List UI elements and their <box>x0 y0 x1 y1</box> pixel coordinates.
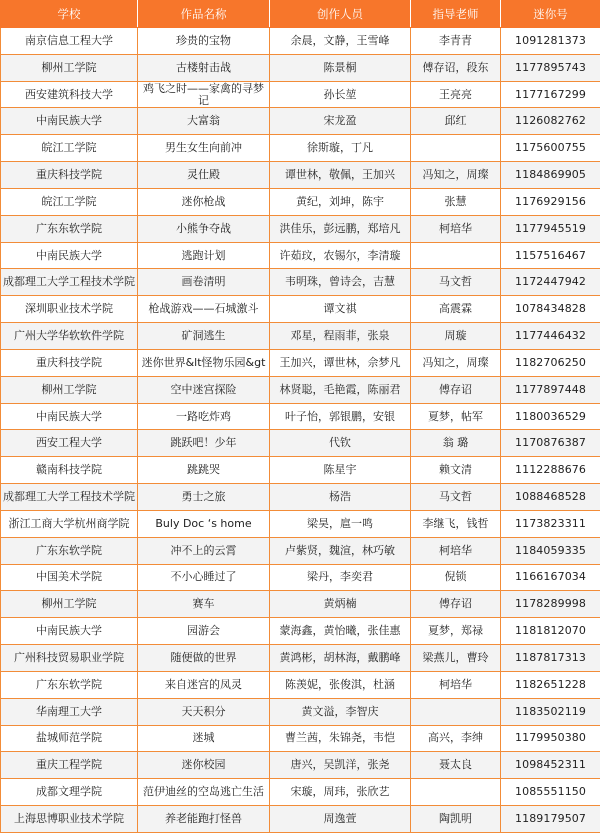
table-row <box>1 349 600 376</box>
cell-creators: 周逸萱 <box>270 806 411 833</box>
table-row <box>1 591 600 618</box>
cell-creators: 洪佳乐，彭远鹏，郑培凡 <box>270 215 411 242</box>
cell-work-name: 珍贵的宝物 <box>138 28 270 55</box>
cell-work-name: 天天积分 <box>138 698 270 725</box>
cell-work-name: 迷你枪战 <box>138 188 270 215</box>
cell-creators: 陈景桐 <box>270 54 411 81</box>
cell-advisor: 聂太良 <box>411 752 501 779</box>
cell-school: 中南民族大学 <box>1 618 138 645</box>
table-row <box>1 618 600 645</box>
cell-work-name: 养老能跑打怪兽 <box>138 806 270 833</box>
cell-creators: 谭世林，敬佩，王加兴 <box>270 162 411 189</box>
cell-advisor: 夏梦，郑禄 <box>411 618 501 645</box>
cell-work-name: 空中迷宫探险 <box>138 376 270 403</box>
cell-creators: 邓星，程雨菲，张泉 <box>270 323 411 350</box>
cell-school: 中南民族大学 <box>1 108 138 135</box>
cell-mini-id: 1180036529 <box>501 403 600 430</box>
cell-advisor: 夏梦，帖军 <box>411 403 501 430</box>
cell-work-name: 鸡飞之时——家禽的寻梦记 <box>138 81 270 108</box>
cell-creators: 叶子怡，郭银鹏，安银 <box>270 403 411 430</box>
cell-school: 盐城师范学院 <box>1 725 138 752</box>
cell-work-name: 冲不上的云霄 <box>138 537 270 564</box>
cell-mini-id: 1184059335 <box>501 537 600 564</box>
table-row <box>1 430 600 457</box>
cell-mini-id: 1126082762 <box>501 108 600 135</box>
cell-advisor: 陶凯明 <box>411 806 501 833</box>
cell-creators: 黄鸿彬，胡林海，戴鹏峰 <box>270 645 411 672</box>
cell-advisor: 王亮亮 <box>411 81 501 108</box>
cell-creators: 梁昊，扈一鸣 <box>270 510 411 537</box>
cell-work-name: 画卷清明 <box>138 269 270 296</box>
cell-mini-id: 1088468528 <box>501 484 600 511</box>
cell-work-name: 迷你校园 <box>138 752 270 779</box>
cell-advisor: 李青青 <box>411 28 501 55</box>
cell-mini-id: 1182651228 <box>501 671 600 698</box>
header-mini-id: 迷你号 <box>501 1 600 28</box>
cell-advisor <box>411 779 501 806</box>
cell-creators: 余晨，文静，王雪峰 <box>270 28 411 55</box>
table-row <box>1 779 600 806</box>
cell-school: 柳州工学院 <box>1 591 138 618</box>
table-row <box>1 457 600 484</box>
header-advisor: 指导老师 <box>411 1 501 28</box>
cell-advisor: 张慧 <box>411 188 501 215</box>
table-row <box>1 645 600 672</box>
cell-mini-id: 1181812070 <box>501 618 600 645</box>
cell-advisor: 马文哲 <box>411 484 501 511</box>
header-row <box>1 1 600 28</box>
cell-mini-id: 1112288676 <box>501 457 600 484</box>
cell-school: 西安建筑科技大学 <box>1 81 138 108</box>
cell-work-name: 一路吃炸鸡 <box>138 403 270 430</box>
cell-mini-id: 1187817313 <box>501 645 600 672</box>
cell-work-name: 迷城 <box>138 725 270 752</box>
cell-school: 浙江工商大学杭州商学院 <box>1 510 138 537</box>
cell-work-name: 灵仕殿 <box>138 162 270 189</box>
table-row <box>1 269 600 296</box>
cell-school: 中国美术学院 <box>1 564 138 591</box>
cell-work-name: 矿洞逃生 <box>138 323 270 350</box>
cell-school: 皖江工学院 <box>1 188 138 215</box>
cell-mini-id: 1166167034 <box>501 564 600 591</box>
table-row <box>1 54 600 81</box>
cell-mini-id: 1189179507 <box>501 806 600 833</box>
cell-creators: 黄文溢，李智庆 <box>270 698 411 725</box>
table-row <box>1 215 600 242</box>
cell-creators: 代钦 <box>270 430 411 457</box>
cell-mini-id: 1177895743 <box>501 54 600 81</box>
table-row <box>1 725 600 752</box>
cell-school: 广东东软学院 <box>1 215 138 242</box>
cell-work-name: 大富翁 <box>138 108 270 135</box>
cell-mini-id: 1098452311 <box>501 752 600 779</box>
cell-creators: 黄炳楠 <box>270 591 411 618</box>
cell-advisor: 倪锁 <box>411 564 501 591</box>
table-row <box>1 242 600 269</box>
header-school: 学校 <box>1 1 138 28</box>
table-header <box>1 1 600 28</box>
cell-advisor: 柯培华 <box>411 215 501 242</box>
cell-creators: 梁丹，李奕君 <box>270 564 411 591</box>
cell-mini-id: 1176929156 <box>501 188 600 215</box>
table-row <box>1 671 600 698</box>
cell-work-name: 范伊迪丝的空岛逃亡生活 <box>138 779 270 806</box>
cell-school: 上海思博职业技术学院 <box>1 806 138 833</box>
table-row <box>1 323 600 350</box>
table-row <box>1 28 600 55</box>
header-creators: 创作人员 <box>270 1 411 28</box>
cell-work-name: 不小心睡过了 <box>138 564 270 591</box>
cell-advisor: 梁燕儿，曹玲 <box>411 645 501 672</box>
cell-mini-id: 1170876387 <box>501 430 600 457</box>
cell-work-name: 跳跳哭 <box>138 457 270 484</box>
cell-mini-id: 1177167299 <box>501 81 600 108</box>
cell-school: 成都理工大学工程技术学院 <box>1 269 138 296</box>
table-row <box>1 188 600 215</box>
cell-advisor: 高震霖 <box>411 296 501 323</box>
table-row <box>1 564 600 591</box>
table-row <box>1 81 600 108</box>
cell-mini-id: 1172447942 <box>501 269 600 296</box>
cell-creators: 黄纪，刘坤，陈宇 <box>270 188 411 215</box>
cell-school: 成都理工大学工程技术学院 <box>1 484 138 511</box>
table-row <box>1 108 600 135</box>
cell-creators: 王加兴，谭世林，佘梦凡 <box>270 349 411 376</box>
cell-school: 深圳职业技术学院 <box>1 296 138 323</box>
cell-school: 南京信息工程大学 <box>1 28 138 55</box>
cell-mini-id: 1177897448 <box>501 376 600 403</box>
cell-mini-id: 1182706250 <box>501 349 600 376</box>
header-work-name: 作品名称 <box>138 1 270 28</box>
cell-creators: 曹兰茜，朱锦尧，韦恺 <box>270 725 411 752</box>
cell-school: 重庆科技学院 <box>1 349 138 376</box>
cell-school: 柳州工学院 <box>1 376 138 403</box>
table-row <box>1 510 600 537</box>
cell-advisor: 冯知之，周璨 <box>411 349 501 376</box>
table-row <box>1 135 600 162</box>
cell-school: 中南民族大学 <box>1 242 138 269</box>
cell-advisor: 傅存诏 <box>411 591 501 618</box>
cell-school: 皖江工学院 <box>1 135 138 162</box>
cell-work-name: 来自迷宫的凤灵 <box>138 671 270 698</box>
cell-school: 广州科技贸易职业学院 <box>1 645 138 672</box>
cell-mini-id: 1183502119 <box>501 698 600 725</box>
cell-mini-id: 1175600755 <box>501 135 600 162</box>
table-row <box>1 403 600 430</box>
cell-creators: 陈星宇 <box>270 457 411 484</box>
cell-school: 广东东软学院 <box>1 537 138 564</box>
table-row <box>1 484 600 511</box>
cell-creators: 韦明珠，曾诗会，吉慧 <box>270 269 411 296</box>
cell-advisor: 傅存诏 <box>411 376 501 403</box>
table-row <box>1 806 600 833</box>
cell-mini-id: 1173823311 <box>501 510 600 537</box>
cell-school: 重庆工程学院 <box>1 752 138 779</box>
table-row <box>1 296 600 323</box>
cell-advisor: 周璇 <box>411 323 501 350</box>
cell-creators: 卢紫贤，魏渲，林巧敏 <box>270 537 411 564</box>
cell-advisor <box>411 698 501 725</box>
table-row <box>1 376 600 403</box>
table-row <box>1 162 600 189</box>
table-row <box>1 537 600 564</box>
cell-work-name: 赛车 <box>138 591 270 618</box>
cell-creators: 杨浩 <box>270 484 411 511</box>
cell-creators: 孙长堃 <box>270 81 411 108</box>
table-row <box>1 698 600 725</box>
cell-mini-id: 1177945519 <box>501 215 600 242</box>
cell-advisor: 傅存诏，段东 <box>411 54 501 81</box>
cell-creators: 谭文祺 <box>270 296 411 323</box>
cell-creators: 宋龙盈 <box>270 108 411 135</box>
cell-mini-id: 1177446432 <box>501 323 600 350</box>
table-row <box>1 752 600 779</box>
cell-school: 重庆科技学院 <box>1 162 138 189</box>
cell-advisor: 冯知之，周璨 <box>411 162 501 189</box>
cell-work-name: 逃跑计划 <box>138 242 270 269</box>
cell-school: 广州大学华软软件学院 <box>1 323 138 350</box>
cell-advisor <box>411 242 501 269</box>
cell-creators: 陈羡妮，张俊淇，杜涵 <box>270 671 411 698</box>
cell-school: 华南理工大学 <box>1 698 138 725</box>
cell-mini-id: 1178289998 <box>501 591 600 618</box>
cell-mini-id: 1085551150 <box>501 779 600 806</box>
table-body <box>1 28 600 833</box>
cell-creators: 林贤聪，毛艳霞，陈丽君 <box>270 376 411 403</box>
cell-work-name: 勇士之旅 <box>138 484 270 511</box>
cell-advisor: 李继飞，钱哲 <box>411 510 501 537</box>
cell-work-name: 古楼射击战 <box>138 54 270 81</box>
cell-work-name: 男生女生向前冲 <box>138 135 270 162</box>
cell-advisor: 邱红 <box>411 108 501 135</box>
cell-work-name: Buly Doc ‘s home <box>138 510 270 537</box>
cell-school: 广东东软学院 <box>1 671 138 698</box>
cell-mini-id: 1078434828 <box>501 296 600 323</box>
cell-work-name: 跳跃吧！少年 <box>138 430 270 457</box>
cell-work-name: 小熊争夺战 <box>138 215 270 242</box>
cell-advisor: 柯培华 <box>411 671 501 698</box>
cell-creators: 唐兴，吴凯洋，张尧 <box>270 752 411 779</box>
cell-work-name: 枪战游戏——石城激斗 <box>138 296 270 323</box>
cell-mini-id: 1091281373 <box>501 28 600 55</box>
cell-advisor: 翁 璐 <box>411 430 501 457</box>
cell-advisor <box>411 135 501 162</box>
cell-mini-id: 1184869905 <box>501 162 600 189</box>
cell-advisor: 马文哲 <box>411 269 501 296</box>
cell-creators: 许茹玟，农锡尔，李清璇 <box>270 242 411 269</box>
cell-mini-id: 1157516467 <box>501 242 600 269</box>
cell-school: 成都文理学院 <box>1 779 138 806</box>
cell-creators: 蒙海鑫，黄怡曦，张佳惠 <box>270 618 411 645</box>
cell-school: 西安工程大学 <box>1 430 138 457</box>
cell-school: 柳州工学院 <box>1 54 138 81</box>
cell-advisor: 赖文清 <box>411 457 501 484</box>
cell-advisor: 柯培华 <box>411 537 501 564</box>
cell-advisor: 高兴，李绅 <box>411 725 501 752</box>
cell-work-name: 随便做的世界 <box>138 645 270 672</box>
cell-creators: 徐斯璇，丁凡 <box>270 135 411 162</box>
cell-mini-id: 1179950380 <box>501 725 600 752</box>
cell-creators: 宋璇，周玮，张欣艺 <box>270 779 411 806</box>
cell-school: 赣南科技学院 <box>1 457 138 484</box>
cell-work-name: 迷你世界&lt怪物乐园&gt <box>138 349 270 376</box>
cell-work-name: 园游会 <box>138 618 270 645</box>
cell-school: 中南民族大学 <box>1 403 138 430</box>
